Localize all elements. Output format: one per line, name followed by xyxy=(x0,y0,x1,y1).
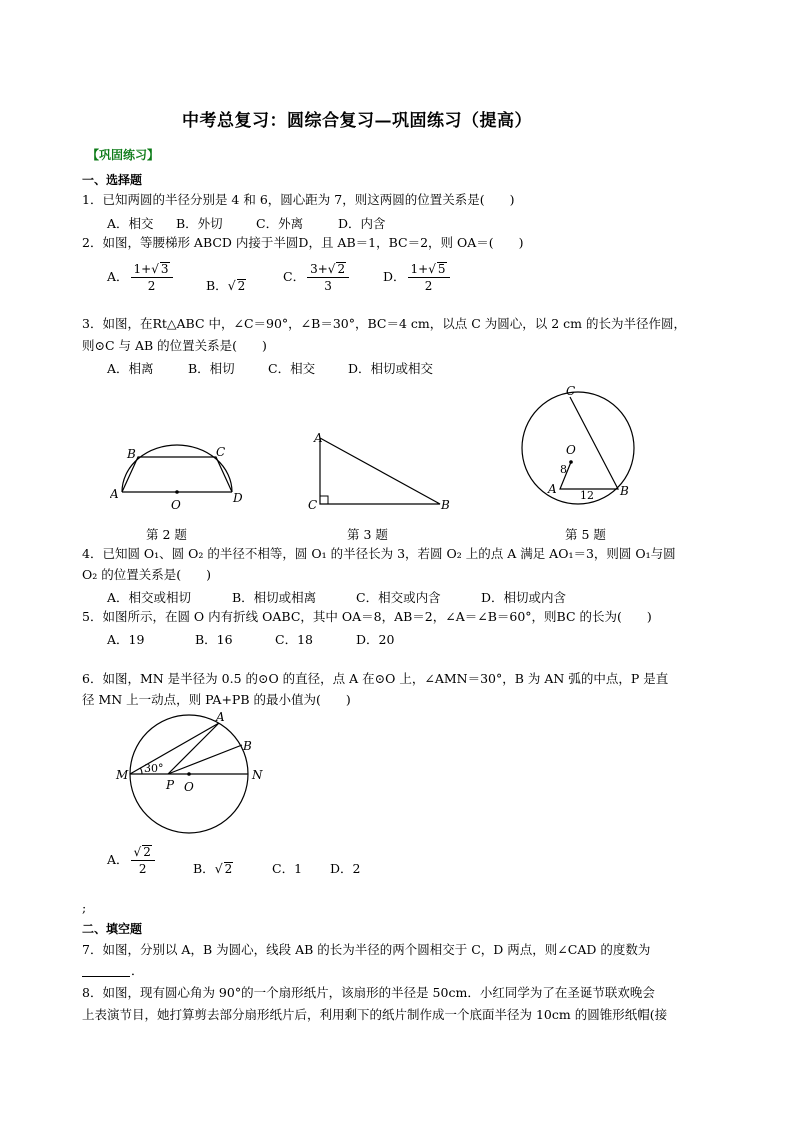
q1-option-a: A．相交 xyxy=(107,216,154,231)
q7-answer-blank xyxy=(82,976,130,977)
question-6-stem-line2: 径 MN 上一动点，则 PA+PB 的最小值为( ) xyxy=(82,692,351,707)
figure-6-circle-diameter xyxy=(112,708,272,838)
q6-option-c: C．1 xyxy=(272,861,303,876)
q4-option-d: D．相切或内含 xyxy=(481,590,567,605)
fig2-label-d: D xyxy=(233,491,243,505)
question-1-stem: 1．已知两圆的半径分别是 4 和 6，圆心距为 7，则这两圆的位置关系是( ) xyxy=(82,192,515,207)
q2-d-fraction: $\frac{1+√ 5}{2}$ xyxy=(408,262,450,293)
figure-3-right-triangle xyxy=(300,428,460,514)
fig6-label-o: O xyxy=(184,780,194,794)
q4-option-a: A．相交或相切 xyxy=(107,590,192,605)
fig5-label-c: C xyxy=(566,384,576,398)
part-heading-choice: 一、选择题 xyxy=(82,173,143,187)
q5-option-a: A．19 xyxy=(107,632,145,647)
q6-option-a: A． $\frac{√ 2}{2}$ xyxy=(107,845,157,876)
q4-option-c: C．相交或内含 xyxy=(356,590,441,605)
fig2-label-b: B xyxy=(127,447,136,461)
q2-option-d: D． $\frac{1+√ 5}{2}$ xyxy=(383,262,452,293)
fig5-length-ab: 12 xyxy=(580,489,594,502)
q6-option-d: D．2 xyxy=(330,861,361,876)
figure-3-caption: 第 3 题 xyxy=(347,527,388,542)
fig3-label-b: B xyxy=(441,498,450,512)
fig5-length-oa: 8 xyxy=(560,463,567,476)
q5-option-c: C．18 xyxy=(275,632,313,647)
q5-option-b: B．16 xyxy=(195,632,233,647)
fig6-label-a: A xyxy=(216,710,225,724)
q1-option-c: C．外离 xyxy=(256,216,304,231)
question-7-stem: 7．如图，分别以 A，B 为圆心，线段 AB 的长为半径的两个圆相交于 C，D 两点，则∠CAD 的度数为 xyxy=(82,942,651,957)
fig6-label-m: M xyxy=(116,768,129,782)
figure-2-semicircle-trapezoid xyxy=(110,430,250,514)
section-tag: 【巩固练习】 xyxy=(87,148,160,162)
fig6-label-n: N xyxy=(252,768,263,782)
figure-5-circle-polyline xyxy=(518,384,642,508)
q3-option-b: B．相切 xyxy=(188,361,235,376)
fig6-label-p: P xyxy=(166,778,175,792)
fig3-label-c: C xyxy=(308,498,318,512)
question-3-stem-line2: 则⊙C 与 AB 的位置关系是( ) xyxy=(82,338,267,353)
q2-option-b: B．√ 2 xyxy=(206,278,246,293)
fig6-label-b: B xyxy=(243,739,252,753)
question-4-stem-line2: O₂ 的位置关系是( ) xyxy=(82,567,211,582)
question-3-stem-line1: 3．如图，在Rt△ABC 中，∠C＝90°，∠B＝30°，BC＝4 cm，以点 C 为圆心，以 2 cm 的长为半径作圆， xyxy=(82,316,686,331)
part-heading-fill: 二、填空题 xyxy=(82,922,143,936)
stray-mark: ; xyxy=(82,900,87,915)
q1-option-d: D．内含 xyxy=(338,216,386,231)
q5-option-d: D．20 xyxy=(356,632,395,647)
q2-option-c: C． $\frac{3+√ 2}{3}$ xyxy=(283,262,351,293)
q3-option-c: C．相交 xyxy=(268,361,316,376)
question-6-stem-line1: 6．如图，MN 是半径为 0.5 的⊙O 的直径，点 A 在⊙O 上，∠AMN＝30°，B 为 AN 弧的中点，P 是直 xyxy=(82,671,669,686)
fig2-label-a: A xyxy=(110,487,119,501)
fig5-label-b: B xyxy=(620,484,629,498)
fig3-label-a: A xyxy=(314,431,323,445)
q4-option-b: B．相切或相离 xyxy=(232,590,317,605)
question-8-line1: 8．如图，现有圆心角为 90°的一个扇形纸片，该扇形的半径是 50cm．小红同学为了在圣诞节联欢晚会 xyxy=(82,985,655,1000)
q6-option-b: B．√ 2 xyxy=(193,861,233,876)
page-title: 中考总复习：圆综合复习—巩固练习（提高） xyxy=(182,111,532,131)
q3-option-a: A．相离 xyxy=(107,361,154,376)
fig5-label-a: A xyxy=(548,482,557,496)
question-8-line2: 上表演节目，她打算剪去部分扇形纸片后，利用剩下的纸片制作成一个底面半径为 10cm 的圆锥形纸帽(接 xyxy=(82,1007,668,1022)
q7-blank-end: ． xyxy=(131,963,144,978)
q6-a-fraction: $\frac{√ 2}{2}$ xyxy=(131,845,155,876)
question-4-stem-line1: 4．已知圆 O₁、圆 O₂ 的半径不相等，圆 O₁ 的半径长为 3，若圆 O₂ 上的点 A 满足 AO₁＝3，则圆 O₁与圆 xyxy=(82,546,676,561)
figure-2-caption: 第 2 题 xyxy=(146,527,187,542)
q1-option-b: B．外切 xyxy=(176,216,223,231)
fig2-label-c: C xyxy=(216,445,226,459)
q2-a-fraction: $\frac{1+√ 3}{2}$ xyxy=(131,262,173,293)
fig2-label-o: O xyxy=(171,498,181,512)
q3-option-d: D．相切或相交 xyxy=(348,361,434,376)
q2-c-fraction: $\frac{3+√ 2}{3}$ xyxy=(307,262,349,293)
question-2-stem: 2．如图，等腰梯形 ABCD 内接于半圆D，且 AB＝1，BC＝2，则 OA＝( ) xyxy=(82,235,524,250)
figure-5-caption: 第 5 题 xyxy=(565,527,606,542)
fig6-angle-label: 30° xyxy=(144,762,164,775)
question-5-stem: 5．如图所示，在圆 O 内有折线 OABC，其中 OA＝8，AB＝2，∠A＝∠B＝60°，则BC 的长为( ) xyxy=(82,609,652,624)
q2-option-a: A． $\frac{1+√ 3}{2}$ xyxy=(107,262,175,293)
fig5-label-o: O xyxy=(566,443,576,457)
